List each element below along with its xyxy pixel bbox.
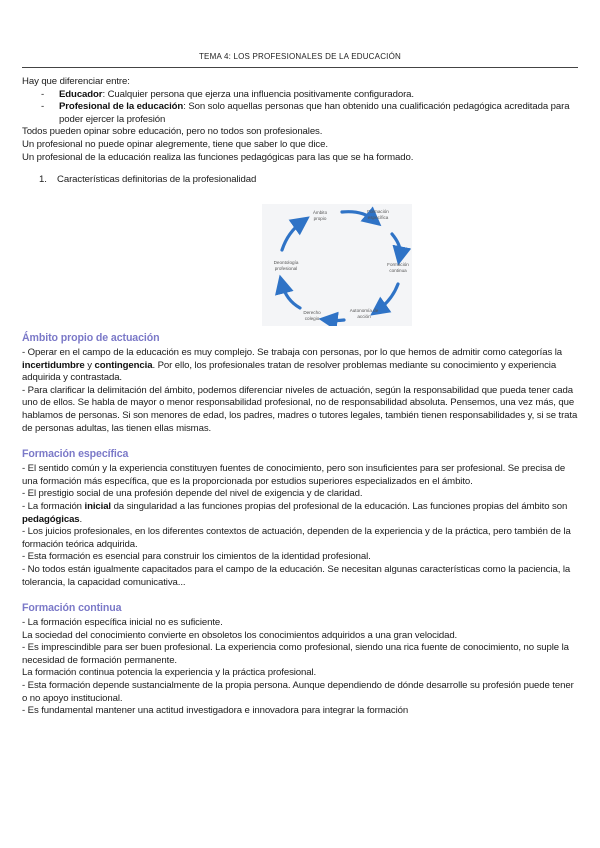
term-profesional: Profesional de la educación — [59, 101, 184, 113]
content-sections — [22, 331, 578, 730]
paragraph: - Los juicios profesionales, en los diferentes contextos de actuación, dependen de la experiencia y de la práctica, pero también de la formación teórica adquirida. — [22, 526, 571, 550]
header-divider — [22, 67, 578, 68]
list-number: 1. — [39, 174, 47, 186]
paragraph: - El prestigio social de una profesión depende del nivel de exigencia y de claridad. — [22, 488, 363, 500]
intro-line: Un profesional de la educación realiza las funciones pedagógicas para las que se ha formado. — [22, 151, 414, 163]
definition-text: : Cualquier persona que ejerza una influencia positivamente configuradora. — [102, 88, 414, 100]
cycle-diagram-svg — [262, 204, 412, 326]
intro-line: Un profesional no puede opinar alegremente, tiene que saber lo que dice. — [22, 138, 328, 150]
numbered-item — [39, 174, 578, 187]
page-title: TEMA 4: LOS PROFESIONALES DE LA EDUCACIÓN — [198, 52, 402, 61]
list-item — [22, 101, 578, 126]
node-label: Deontología profesional — [273, 260, 299, 271]
bold-term: inicial — [84, 500, 111, 512]
cycle-arrow — [392, 234, 400, 256]
paragraph: - La formación específica inicial no es suficiente. — [22, 617, 223, 629]
section-ambito — [22, 331, 578, 435]
bullet-dash: - — [41, 88, 45, 100]
section-heading: Ámbito propio de actuación — [22, 332, 160, 344]
paragraph: - Operar en el campo de la educación es muy complejo. Se trabaja con personas, por lo que hemos de admitir como categorías la incertidumbre y contingencia. Por ello, los profesionales tratan de resolver problemas mediante su conocimiento y experiencia adquirida y contrastada. — [22, 347, 562, 384]
paragraph: - Esta formación depende sustancialmente de la propia persona. Aunque dependiendo de dónde desarrolle su profesión puede tener o no apoyo institucional. — [22, 680, 574, 704]
list-item — [22, 89, 578, 102]
bold-term: pedagógicas — [22, 513, 80, 525]
intro-block — [22, 76, 578, 187]
bold-term: incertidumbre — [22, 359, 85, 371]
paragraph: - La formación inicial da singularidad a las funciones propias del profesional de la educación. Las funciones propias del ámbito son pedagógicas. — [22, 500, 568, 525]
paragraph: - Para clarificar la delimitación del ámbito, podemos diferenciar niveles de actuación, según la responsabilidad que pueda tener cada uno de ellos. Se habla de mayor o menor responsabilidad profesional, no de responsabilidad absoluta. Pensemos, una vez más, que hablamos de personas. Si son menores de edad, los padres, madres o tutores legales, también tienen responsabilidades y, si se trata de personas adultas, las tienen ellas mismas. — [22, 384, 578, 434]
profesionalidad-cycle-diagram — [262, 204, 412, 326]
term-educador: Educador — [59, 88, 103, 100]
node-label: Formación específica — [367, 209, 389, 220]
list-item-text — [59, 89, 414, 102]
paragraph: - No todos están igualmente capacitados para el campo de la educación. Se necesitan algunas características como la paciencia, la tolerancia, la capacidad comunicativa... — [22, 563, 571, 588]
node-label: Ámbito propio — [312, 210, 328, 221]
bold-term: contingencia — [94, 359, 153, 371]
section-formacion-continua — [22, 601, 578, 718]
intro-lead: Hay que diferenciar entre: — [22, 76, 130, 87]
paragraph: La sociedad del conocimiento convierte en obsoletos los conocimientos adquiridos a una gran velocidad. — [22, 629, 458, 641]
paragraph: - Es fundamental mantener una actitud investigadora e innovadora para integrar la formación — [22, 705, 409, 717]
section-heading: Formación específica — [22, 448, 129, 461]
numbered-item-text: Características definitorias de la profesionalidad — [57, 174, 257, 186]
cycle-arrow — [378, 284, 398, 310]
bullet-dash: - — [41, 101, 45, 113]
cycle-arrow — [282, 222, 302, 250]
paragraph: - Esta formación es esencial para construir los cimientos de la identidad profesional. — [22, 551, 371, 563]
paragraph: - Es imprescindible para ser buen profesional. La experiencia como profesional, siendo una rica fuente de conocimiento, no suple la necesidad de formación permanente. — [22, 642, 569, 666]
cycle-arrow — [328, 320, 344, 321]
intro-line: Todos pueden opinar sobre educación, pero no todos son profesionales. — [22, 126, 323, 138]
list-item-text — [59, 101, 578, 126]
cycle-arrow — [282, 284, 300, 308]
section-formacion-especifica — [22, 447, 578, 589]
definition-text: : Son solo aquellas personas que han obtenido una cualificación pedagógica acreditada para poder ejercer la profesión — [59, 101, 570, 125]
paragraph: La formación continua potencia la experiencia y la práctica profesional. — [22, 667, 317, 679]
section-heading: Formación continua — [22, 602, 122, 615]
node-label: Formación continua — [387, 262, 409, 273]
paragraph: - El sentido común y la experiencia constituyen fuentes de conocimiento, pero son insuficientes para ser profesional. Se precisa de una formación más específica, que es la proporcionada por estudios superiores especializados en el ámbito. — [22, 463, 566, 487]
node-label: Autonomía de acción — [349, 308, 379, 319]
node-label: Derecho colegio — [303, 310, 321, 321]
